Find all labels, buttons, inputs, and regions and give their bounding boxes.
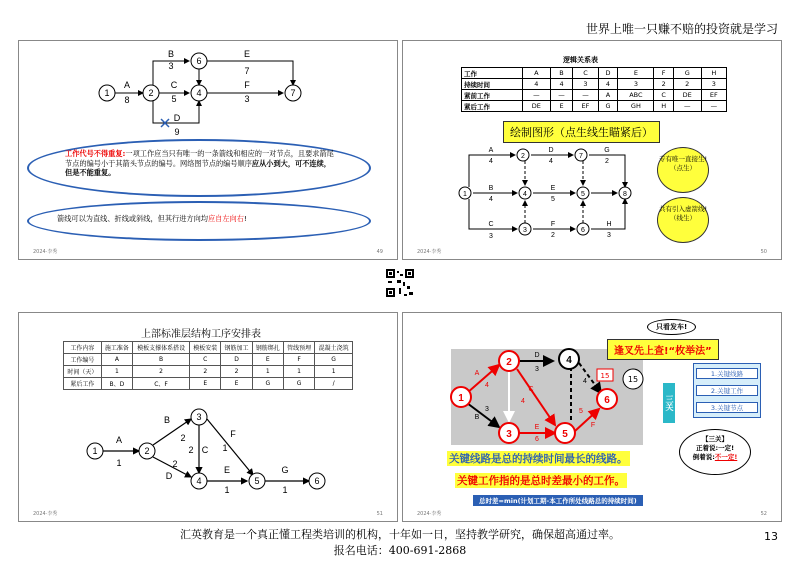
three-gates-cloud xyxy=(679,429,751,475)
svg-text:F: F xyxy=(230,429,236,439)
note-2-red: 应自左向右 xyxy=(207,214,244,223)
footer-line-2: 报名电话：400-691-2868 xyxy=(333,544,467,557)
svg-text:1: 1 xyxy=(92,446,98,456)
node-label: 4 xyxy=(196,88,202,98)
activity-label: B xyxy=(167,49,175,59)
slide-footer-left: 2024·李秀 xyxy=(417,249,442,255)
svg-text:1: 1 xyxy=(224,485,230,495)
svg-text:4: 4 xyxy=(523,191,527,198)
svg-text:A: A xyxy=(115,435,123,445)
network-diagram-3 xyxy=(19,313,397,521)
step-1: 1.关键线路 xyxy=(696,368,758,379)
node-label: 2 xyxy=(148,88,154,98)
step-2: 2.关键工作 xyxy=(696,385,758,396)
activity-label: 5 xyxy=(171,94,177,104)
note-2-end: ! xyxy=(243,214,247,223)
cloud-line-1: 正着说:一定! xyxy=(695,444,735,452)
cloud-title: 【三关】 xyxy=(702,435,728,443)
svg-text:4: 4 xyxy=(549,158,553,165)
svg-text:1: 1 xyxy=(463,191,467,198)
table-row: 持续时间 4 4 3 4 3 2 2 3 xyxy=(462,79,727,90)
svg-text:3: 3 xyxy=(506,429,512,440)
slide-1 xyxy=(18,40,398,260)
svg-text:6: 6 xyxy=(535,436,539,443)
page-number: 13 xyxy=(764,530,778,543)
table-row: 紧后工作 B、D C、F E E G G / xyxy=(64,378,353,390)
svg-text:2: 2 xyxy=(144,446,150,456)
svg-text:A: A xyxy=(474,370,480,377)
critical-work-banner: 关键工作指的是总时差最小的工作。 xyxy=(457,475,625,487)
node-label: 7 xyxy=(290,88,296,98)
svg-text:2: 2 xyxy=(188,445,194,455)
note-1-bold: 应从小到大，可不连续，但是不能重复。 xyxy=(65,158,331,177)
rule-banner: 逢叉先上查!“枚举法” xyxy=(607,339,719,360)
svg-text:4: 4 xyxy=(489,158,493,165)
page-header: 世界上唯一只赚不赔的投资就是学习 xyxy=(585,22,778,36)
svg-text:C: C xyxy=(488,221,494,228)
critical-path-term: 关键线路 xyxy=(449,453,491,465)
activity-label: 9 xyxy=(174,127,180,137)
node-label: 1 xyxy=(104,88,110,98)
svg-text:2: 2 xyxy=(506,357,512,368)
note-2-text: 箭线可以为直线、折线或斜线，但其行进方向均 xyxy=(57,214,208,223)
table-row: 紧后工作 DE E EF G GH H — — xyxy=(462,101,727,112)
step-3: 3.关键节点 xyxy=(696,402,758,413)
svg-text:2: 2 xyxy=(172,459,178,469)
svg-text:E: E xyxy=(223,465,231,475)
steps xyxy=(693,363,761,418)
svg-text:15: 15 xyxy=(627,375,639,384)
slide-footer-right: 52 xyxy=(760,511,767,517)
activity-label: F xyxy=(244,80,250,90)
svg-text:4: 4 xyxy=(583,378,587,385)
note-1-text: 一项工作应当只有唯一的一条箭线和相应的一对节点，且要求箭尾节点的编号小于其箭头节点的编号。网络图节点的编号顺序 xyxy=(65,149,334,168)
draw-banner: 绘制图形（点生线生瞄紧后） xyxy=(503,121,660,143)
note-1-red: 工作代号不得重复: xyxy=(65,149,126,158)
svg-text:15: 15 xyxy=(600,372,610,380)
svg-text:6: 6 xyxy=(581,227,585,234)
svg-text:A: A xyxy=(488,147,494,154)
svg-text:8: 8 xyxy=(623,191,627,198)
svg-text:4: 4 xyxy=(489,196,493,203)
svg-text:2: 2 xyxy=(180,433,186,443)
svg-text:E: E xyxy=(550,185,556,192)
svg-text:4: 4 xyxy=(485,382,489,389)
note-2 xyxy=(57,214,247,224)
svg-text:B: B xyxy=(474,414,480,421)
slide-footer-right: 51 xyxy=(376,511,383,517)
slide-footer-left: 2024·李秀 xyxy=(33,249,58,255)
svg-text:C: C xyxy=(201,445,209,455)
activity-label: 7 xyxy=(244,66,250,76)
svg-text:2: 2 xyxy=(605,158,609,165)
activity-label: 8 xyxy=(124,95,130,105)
svg-text:H: H xyxy=(606,221,612,228)
activity-label: C xyxy=(170,80,178,90)
svg-text:F: F xyxy=(550,221,556,228)
activity-label: 3 xyxy=(168,61,174,71)
side-label: 三关 xyxy=(663,383,675,423)
svg-text:3: 3 xyxy=(607,232,611,239)
table-row: 时间（天） 1 2 2 2 1 1 1 xyxy=(64,366,353,378)
bubble-2: 共有引入虚箭线!（线生） xyxy=(657,197,709,243)
activity-label: E xyxy=(243,49,251,59)
bubble-1: 专有唯一直接生!（点生） xyxy=(657,147,709,193)
svg-text:F: F xyxy=(590,422,596,429)
svg-text:1: 1 xyxy=(222,443,228,453)
critical-path-def: 是总的持续时间最长的线路。 xyxy=(491,453,628,465)
svg-text:4: 4 xyxy=(521,398,525,405)
svg-text:3: 3 xyxy=(489,233,493,240)
top-bubble: 只看发车! xyxy=(647,319,696,335)
svg-text:1: 1 xyxy=(282,485,288,495)
svg-text:D: D xyxy=(534,352,540,359)
activity-label: D xyxy=(173,113,181,123)
svg-text:3: 3 xyxy=(485,406,489,413)
slide-footer-right: 50 xyxy=(760,249,767,255)
svg-text:2: 2 xyxy=(551,232,555,239)
svg-text:1: 1 xyxy=(458,393,464,404)
qr-code-icon xyxy=(385,268,415,298)
svg-text:1: 1 xyxy=(116,458,122,468)
svg-text:5: 5 xyxy=(562,429,568,440)
table-row: 工作内容 施工准备 模板支撑体系搭设 模板安装 钢筋加工 钢筋绑扎 管线预埋 混凝土浇筑 xyxy=(64,342,353,354)
svg-text:E: E xyxy=(534,424,540,431)
slide-4 xyxy=(402,312,782,522)
svg-text:2: 2 xyxy=(521,153,525,160)
svg-text:D: D xyxy=(165,471,173,481)
note-1 xyxy=(65,149,337,178)
svg-text:B: B xyxy=(488,185,494,192)
svg-text:4: 4 xyxy=(566,355,572,366)
svg-text:3: 3 xyxy=(196,412,202,422)
svg-text:6: 6 xyxy=(314,476,320,486)
svg-text:3: 3 xyxy=(535,366,539,373)
svg-text:G: G xyxy=(604,147,610,154)
svg-text:5: 5 xyxy=(551,196,555,203)
total-float-formula: 总时差=min(计划工期-本工作所处线路总的持续时间) xyxy=(473,495,643,506)
table-row: 工作编号 A B C D E F G xyxy=(64,354,353,366)
svg-text:C: C xyxy=(528,386,534,393)
svg-text:B: B xyxy=(163,415,171,425)
activity-label: 3 xyxy=(244,94,250,104)
slide-2 xyxy=(402,40,782,260)
slide-footer-left: 2024·李秀 xyxy=(33,511,58,517)
node-label: 6 xyxy=(196,56,202,66)
svg-text:3: 3 xyxy=(523,227,527,234)
slide-footer-left: 2024·李秀 xyxy=(417,511,442,517)
footer-line-1: 汇英教育是一个真正懂工程类培训的机构，十年如一日，坚持教学研究，确保超高通过率。 xyxy=(180,528,620,541)
svg-text:5: 5 xyxy=(254,476,260,486)
activity-label: A xyxy=(123,80,131,90)
svg-text:D: D xyxy=(548,147,554,154)
schedule-title: 上部标准层结构工序安排表 xyxy=(141,329,261,340)
network-diagram-2 xyxy=(403,41,781,259)
svg-text:7: 7 xyxy=(579,153,583,160)
table-row: 工作 A B C D E F G H xyxy=(462,68,727,79)
table-row: 紧前工作 — — — A ABC C DE EF xyxy=(462,90,727,101)
cloud-line-2: 倒着说:不一定! xyxy=(692,453,738,461)
svg-text:5: 5 xyxy=(581,191,585,198)
svg-text:G: G xyxy=(281,465,289,475)
slide-3 xyxy=(18,312,398,522)
svg-text:4: 4 xyxy=(196,476,202,486)
logic-table-title: 逻辑关系表 xyxy=(563,56,598,64)
svg-text:5: 5 xyxy=(579,408,583,415)
svg-text:6: 6 xyxy=(604,395,610,406)
slide-footer-right: 49 xyxy=(376,249,383,255)
critical-path-banner xyxy=(447,451,630,466)
